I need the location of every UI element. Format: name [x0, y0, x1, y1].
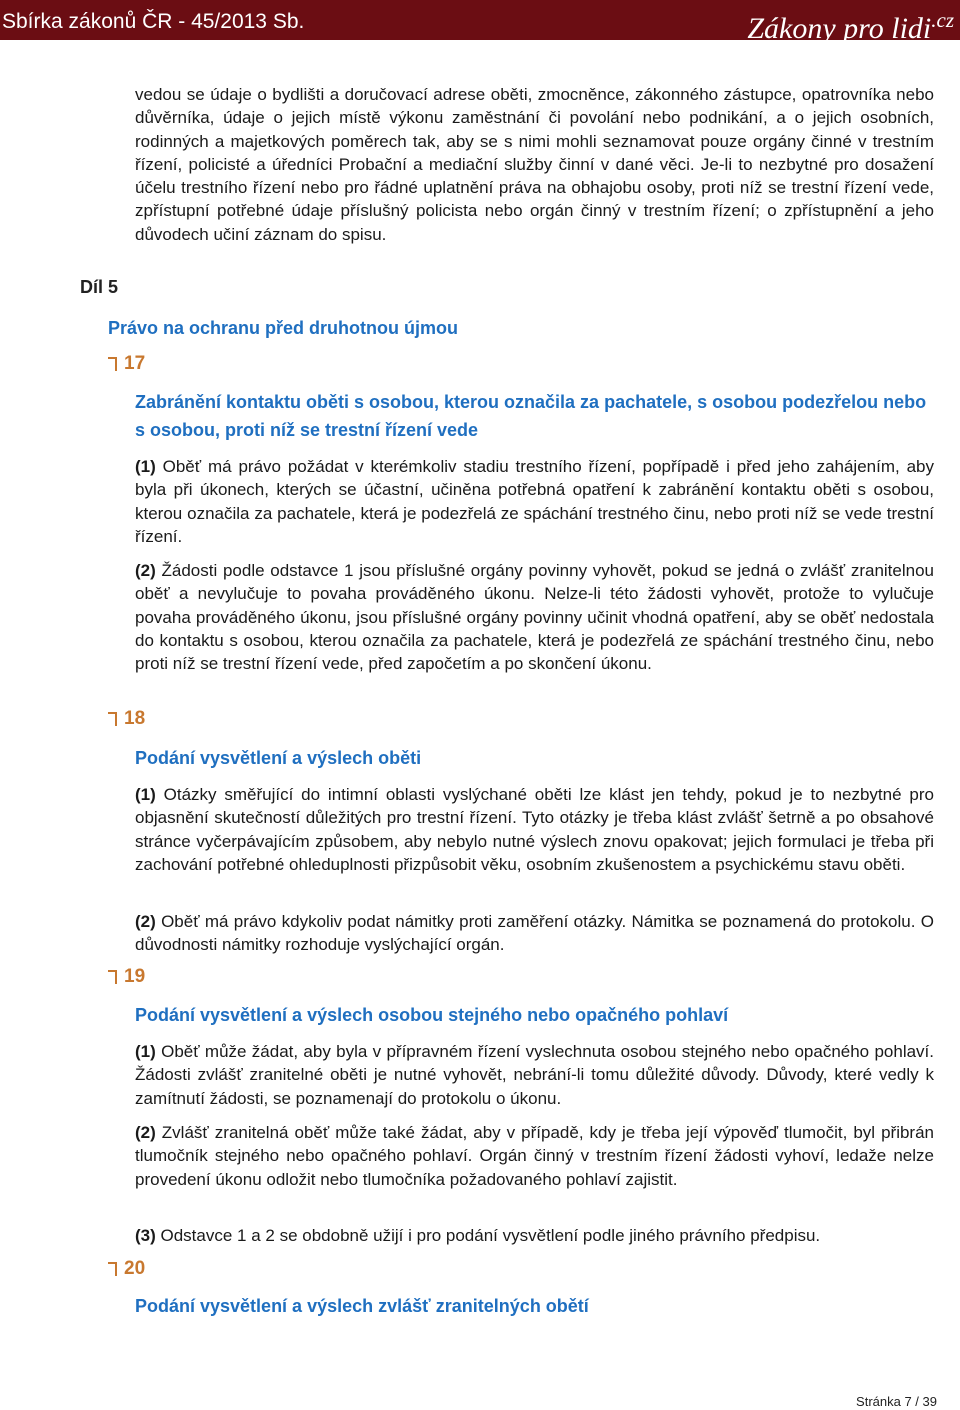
- part-label: Díl 5: [80, 277, 119, 297]
- clause-18-1: (1) Otázky směřující do intimní oblasti vyslýchané oběti lze klást jen tehdy, pokud je to nezbytné pro objasnění skutečností důležitých pro trestní řízení. Tyto otázky je třeba klást zvlášť šetrně a po obsahové stránce vyčerpávajícím způsobem, aby nebylo nutné výslech znovu opakovat; jejich formulaci je třeba při zachování potřebné ohleduplnosti přizpůsobit věku, osobním zkušenostem a psychickému stavu oběti.: [135, 785, 934, 874]
- logo-text: Zákony pro lidi: [747, 12, 932, 45]
- intro-paragraph: vedou se údaje o bydlišti a doručovací adrese oběti, zmocněnce, zákonného zástupce, opatrovníka nebo důvěrníka, údaje o jejich místě výkonu zaměstnání či povolání nebo podnikání, a o jejich osobních, rodinných a majetkových poměrech tak, aby se s nimi mohli seznamovat pouze orgány činné v trestním řízení, policisté a úředníci Probační a mediační služby činní v dané věci. Je-li to nezbytné pro dosažení účelu trestního řízení nebo pro řádné uplatnění práva na obhajobu osoby, proti níž se trestní řízení vede, zpřístupní potřebné údaje příslušný policista nebo orgán činný v trestním řízení; o zpřístupnění a jeho důvodech učiní záznam do spisu.: [135, 85, 934, 244]
- site-header: [0, 0, 960, 45]
- section-title: Právo na ochranu před druhotnou újmou: [108, 318, 459, 338]
- logo-tld: .cz: [931, 8, 954, 32]
- document-title: Sbírka zákonů ČR - 45/2013 Sb.: [2, 10, 305, 33]
- section-mark-icon: [108, 357, 117, 371]
- paragraph-heading-19: Podání vysvětlení a výslech osobou stejného nebo opačného pohlaví: [135, 1005, 729, 1025]
- clause-19-3: (3) Odstavce 1 a 2 se obdobně užijí i pro podání vysvětlení podle jiného právního předpisu.: [135, 1226, 821, 1245]
- site-logo[interactable]: [747, 0, 954, 51]
- clause-19-1: (1) Oběť může žádat, aby byla v přípravném řízení vyslechnuta osobou stejného nebo opačného pohlaví. Žádosti zvlášť zranitelné oběti je nutné vyhovět, nebrání-li tomu důležité důvody. Důvody, které vedly k zamítnutí žádosti, se poznamenají do protokolu o úkonu.: [135, 1042, 934, 1108]
- clause-18-2: (2) Oběť má právo kdykoliv podat námitky proti zaměření otázky. Námitka se poznamená do protokolu. O důvodnosti námitky rozhoduje vyslýchající orgán.: [135, 912, 934, 955]
- clause-17-2: (2) Žádosti podle odstavce 1 jsou příslušné orgány povinny vyhovět, pokud se jedná o zvlášť zranitelnou oběť a nevylučuje to povaha prováděného úkonu. Nelze-li této žádosti vyhovět, protože to vylučuje povaha prováděného úkonu, jsou příslušné orgány povinny učinit vhodná opatření, aby se oběť nedostala do kontaktu s osobou, kterou označila za pachatele, která je podezřelá ze spáchání trestného činu, nebo proti níž se trestní řízení vede, před započetím a po skončení úkonu.: [135, 561, 934, 674]
- paragraph-heading-17: Zabránění kontaktu oběti s osobou, kterou označila za pachatele, s osobou podezřelou nebo s osobou, proti níž se trestní řízení vede: [135, 392, 927, 440]
- page-number: Stránka 7 / 39: [856, 1394, 937, 1409]
- paragraph-number-18[interactable]: 18: [108, 707, 145, 731]
- section-mark-icon: [108, 970, 117, 984]
- clause-19-2: (2) Zvlášť zranitelná oběť může také žádat, aby v případě, kdy je třeba její výpověď tlumočit, byl přibrán tlumočník stejného nebo opačného pohlaví. Orgán činný v trestním řízení žádosti vyhoví, ledaže nelze provedení úkonu odložit nebo tlumočníka požadovaného pohlaví zajistit.: [135, 1123, 934, 1189]
- paragraph-heading-18: Podání vysvětlení a výslech oběti: [135, 748, 422, 768]
- paragraph-number-19[interactable]: 19: [108, 965, 145, 989]
- paragraph-number-17[interactable]: 17: [108, 352, 145, 376]
- paragraph-heading-20: Podání vysvětlení a výslech zvlášť zranitelných obětí: [135, 1296, 589, 1316]
- paragraph-number-20[interactable]: 20: [108, 1257, 145, 1281]
- section-mark-icon: [108, 1262, 117, 1276]
- section-mark-icon: [108, 712, 117, 726]
- clause-17-1: (1) Oběť má právo požádat v kterémkoliv stadiu trestního řízení, popřípadě i před jeho zahájením, aby byla při úkonech, kterých se účastní, učiněna potřebná opatření k zabránění kontaktu oběti s osobou, kterou označila za pachatele, která je podezřelá ze spáchání trestného činu, nebo proti níž se vede trestní řízení.: [135, 457, 934, 546]
